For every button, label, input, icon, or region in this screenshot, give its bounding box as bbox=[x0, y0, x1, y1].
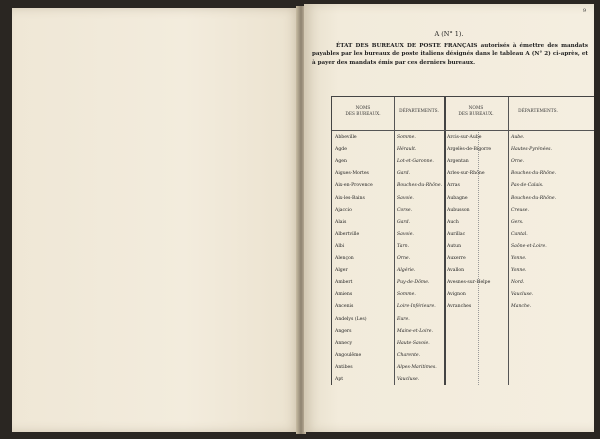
office-name: Amiens bbox=[335, 292, 353, 298]
column-divider bbox=[508, 97, 509, 385]
office-name: Ancenis bbox=[335, 304, 354, 310]
department-name: Gard. bbox=[397, 171, 411, 177]
department-name: Alpes-Maritimes. bbox=[397, 364, 437, 370]
department-name: Pas-de-Calais. bbox=[511, 183, 544, 189]
office-name: Avesnes-sur-Helpe bbox=[447, 280, 491, 286]
office-name: Apt bbox=[335, 377, 344, 382]
office-name: Auch bbox=[447, 219, 459, 225]
header-departements-right: DÉPARTEMENTS. bbox=[518, 109, 558, 114]
department-name: Savoie. bbox=[397, 231, 414, 237]
office-name: Albi bbox=[335, 243, 345, 249]
department-name: Yonne. bbox=[511, 268, 527, 274]
department-name: Puy-de-Dôme. bbox=[397, 280, 430, 286]
office-name: Alençon bbox=[335, 256, 354, 261]
column-divider bbox=[394, 97, 395, 385]
page-number: 9 bbox=[582, 8, 586, 14]
right-page bbox=[304, 4, 594, 432]
department-name: Vaucluse. bbox=[397, 377, 420, 382]
office-name: Ajaccio bbox=[335, 207, 352, 213]
office-name: Aix-en-Provence bbox=[335, 183, 373, 189]
department-name: Cantal. bbox=[511, 231, 528, 237]
office-name: Aubusson bbox=[447, 207, 470, 213]
department-name: Somme. bbox=[397, 135, 416, 140]
office-name: Annecy bbox=[335, 340, 353, 346]
office-name: Agen bbox=[335, 159, 347, 165]
department-name: Loire-Inférieure. bbox=[397, 304, 436, 310]
office-name: Alger bbox=[335, 268, 348, 274]
office-name: Abbeville bbox=[335, 135, 357, 140]
office-name: Albertville bbox=[335, 231, 360, 237]
office-name: Argentan bbox=[447, 159, 469, 165]
department-name: Corse. bbox=[397, 207, 413, 213]
office-name: Argelès-de-Bigorre bbox=[447, 147, 492, 153]
department-name: Algérie. bbox=[397, 268, 416, 274]
post-office-table bbox=[331, 96, 594, 385]
office-name: Andelys (Les) bbox=[335, 316, 367, 322]
department-name: Aube. bbox=[511, 135, 525, 140]
office-name: Agde bbox=[335, 147, 347, 153]
department-name: Haute-Savoie. bbox=[397, 340, 430, 346]
office-name: Angoulême bbox=[335, 352, 362, 358]
department-name: Saône-et-Loire. bbox=[511, 243, 547, 249]
office-name: Avignon bbox=[447, 292, 466, 298]
department-name: Tarn. bbox=[397, 243, 410, 249]
header-noms-right: NOMS DES BUREAUX. bbox=[458, 106, 494, 117]
department-name: Creuse. bbox=[511, 207, 529, 213]
header-noms-left: NOMS DES BUREAUX. bbox=[345, 106, 381, 117]
office-name: Aurillac bbox=[447, 231, 466, 237]
department-name: Bouches-du-Rhône. bbox=[511, 195, 557, 201]
department-name: Gers. bbox=[511, 219, 524, 225]
department-name: Yonne. bbox=[511, 256, 527, 261]
header-rule bbox=[332, 130, 594, 131]
department-name: Nord. bbox=[511, 280, 525, 286]
office-name: Antibes bbox=[335, 364, 353, 370]
office-name: Avranches bbox=[447, 304, 472, 310]
department-name: Savoie. bbox=[397, 195, 414, 201]
office-name: Angers bbox=[335, 328, 352, 334]
office-name: Autun bbox=[447, 243, 462, 249]
header-departements-left: DÉPARTEMENTS. bbox=[399, 109, 439, 114]
office-name: Arras bbox=[447, 183, 460, 189]
office-name: Arcis-sur-Aube bbox=[447, 135, 482, 140]
left-page bbox=[12, 8, 300, 432]
column-divider bbox=[478, 130, 479, 385]
office-name: Auxerre bbox=[447, 256, 466, 261]
department-name: Charente. bbox=[397, 352, 421, 358]
department-name: Eure. bbox=[397, 316, 410, 322]
department-name: Vaucluse. bbox=[511, 292, 534, 298]
department-name: Lot-et-Garonne. bbox=[397, 159, 434, 165]
department-name: Hérault. bbox=[397, 147, 417, 153]
department-name: Manche. bbox=[511, 304, 532, 310]
office-name: Aubagne bbox=[447, 195, 468, 201]
table-heading: A (N° 1). bbox=[434, 30, 464, 38]
office-name: Avallon bbox=[447, 268, 465, 274]
office-name: Aix-les-Bains bbox=[335, 195, 365, 201]
office-name: Aigues-Mortes bbox=[335, 171, 369, 177]
department-name: Orne. bbox=[397, 256, 411, 261]
office-name: Arles-sur-Rhône bbox=[447, 171, 485, 177]
department-name: Somme. bbox=[397, 292, 416, 298]
document-title: ÉTAT DES BUREAUX DE POSTE FRANÇAIS autorisés à émettre des mandats payables par les bureaux de poste italiens désignés dans le tableau A (N° 2) ci-après, et à payer des mandats émis par ces derniers bureaux. bbox=[312, 43, 588, 66]
office-name: Alais bbox=[335, 219, 347, 225]
department-name: Bouches-du-Rhône. bbox=[397, 183, 443, 189]
department-name: Bouches-du-Rhône. bbox=[511, 171, 557, 177]
department-name: Orne. bbox=[511, 159, 525, 165]
office-name: Ambert bbox=[335, 280, 353, 286]
department-name: Gard. bbox=[397, 219, 411, 225]
department-name: Maine-et-Loire. bbox=[397, 328, 433, 334]
column-divider bbox=[444, 97, 446, 385]
department-name: Hautes-Pyrénées. bbox=[511, 147, 552, 153]
